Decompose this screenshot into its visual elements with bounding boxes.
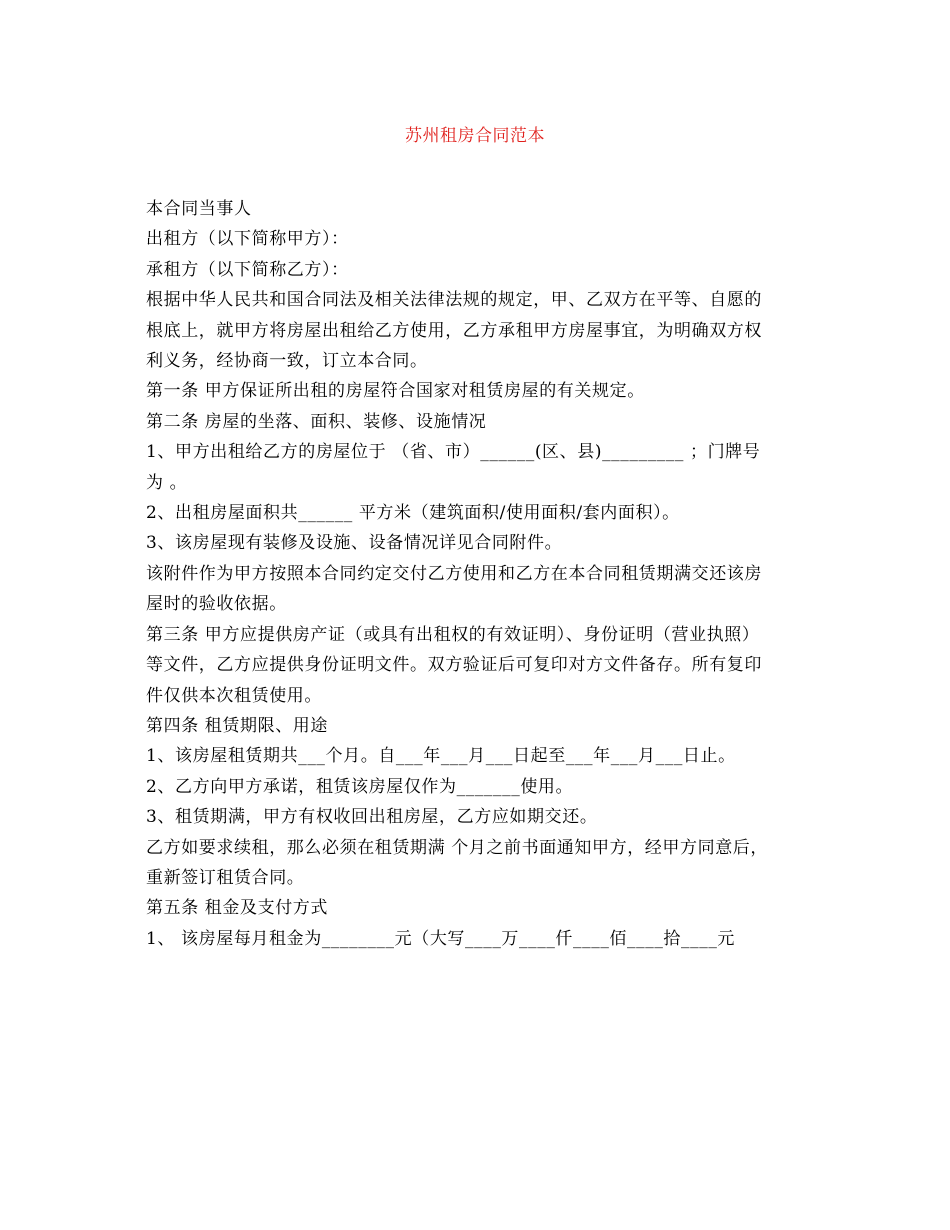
document-line: 承租方（以下简称乙方）：: [146, 259, 349, 280]
document-title: 苏州租房合同范本: [405, 126, 545, 146]
document-line: 第三条 甲方应提供房产证（或具有出租权的有效证明）、身份证明（营业执照）: [146, 624, 760, 645]
document-line: 1、甲方出租给乙方的房屋位于 （省、市）______(区、县)_________ ；门牌号: [146, 442, 761, 463]
document-line: 3、该房屋现有装修及设施、设备情况详见合同附件。: [146, 533, 563, 554]
document-line: 利义务，经协商一致，订立本合同。: [146, 351, 428, 372]
document-line: 本合同当事人: [146, 199, 252, 219]
document-line: 3、租赁期满，甲方有权收回出租房屋，乙方应如期交还。: [146, 807, 598, 828]
document-line: 件仅供本次租赁使用。: [146, 685, 322, 706]
document-line: 该附件作为甲方按照本合同约定交付乙方使用和乙方在本合同租赁期满交还该房: [146, 563, 762, 584]
document-line: 1、 该房屋每月租金为________元（大写____万____仟____佰____拾____元: [146, 928, 736, 949]
document-line: 第五条 租金及支付方式: [146, 898, 329, 919]
document-line: 第一条 甲方保证所出租的房屋符合国家对租赁房屋的有关规定。: [146, 381, 645, 402]
document-line: 第四条 租赁期限、用途: [146, 715, 329, 736]
document-line: 为 。: [146, 472, 188, 493]
document-line: 等文件，乙方应提供身份证明文件。双方验证后可复印对方文件备存。所有复印: [146, 655, 762, 676]
document-line: 出租方（以下简称甲方）：: [146, 229, 349, 250]
document-line: 乙方如要求续租，那么必须在租赁期满 个月之前书面通知甲方，经甲方同意后，: [146, 837, 769, 858]
document-line: 重新签订租赁合同。: [146, 867, 305, 888]
document-line: 第二条 房屋的坐落、面积、装修、设施情况: [146, 411, 487, 432]
document-line: 1、该房屋租赁期共___个月。自___年___月___日起至___年___月___日止。: [146, 746, 736, 767]
document-body: [146, 194, 806, 954]
document-line: 2、出租房屋面积共______ 平方米（建筑面积/使用面积/套内面积）。: [146, 503, 680, 524]
document-line: 根底上，就甲方将房屋出租给乙方使用，乙方承租甲方房屋事宜，为明确双方权: [146, 320, 762, 341]
document-line: 屋时的验收依据。: [146, 594, 287, 615]
document-line: 2、乙方向甲方承诺，租赁该房屋仅作为_______使用。: [146, 776, 574, 797]
document-line: 根据中华人民共和国合同法及相关法律法规的规定，甲、乙双方在平等、自愿的: [146, 290, 762, 311]
